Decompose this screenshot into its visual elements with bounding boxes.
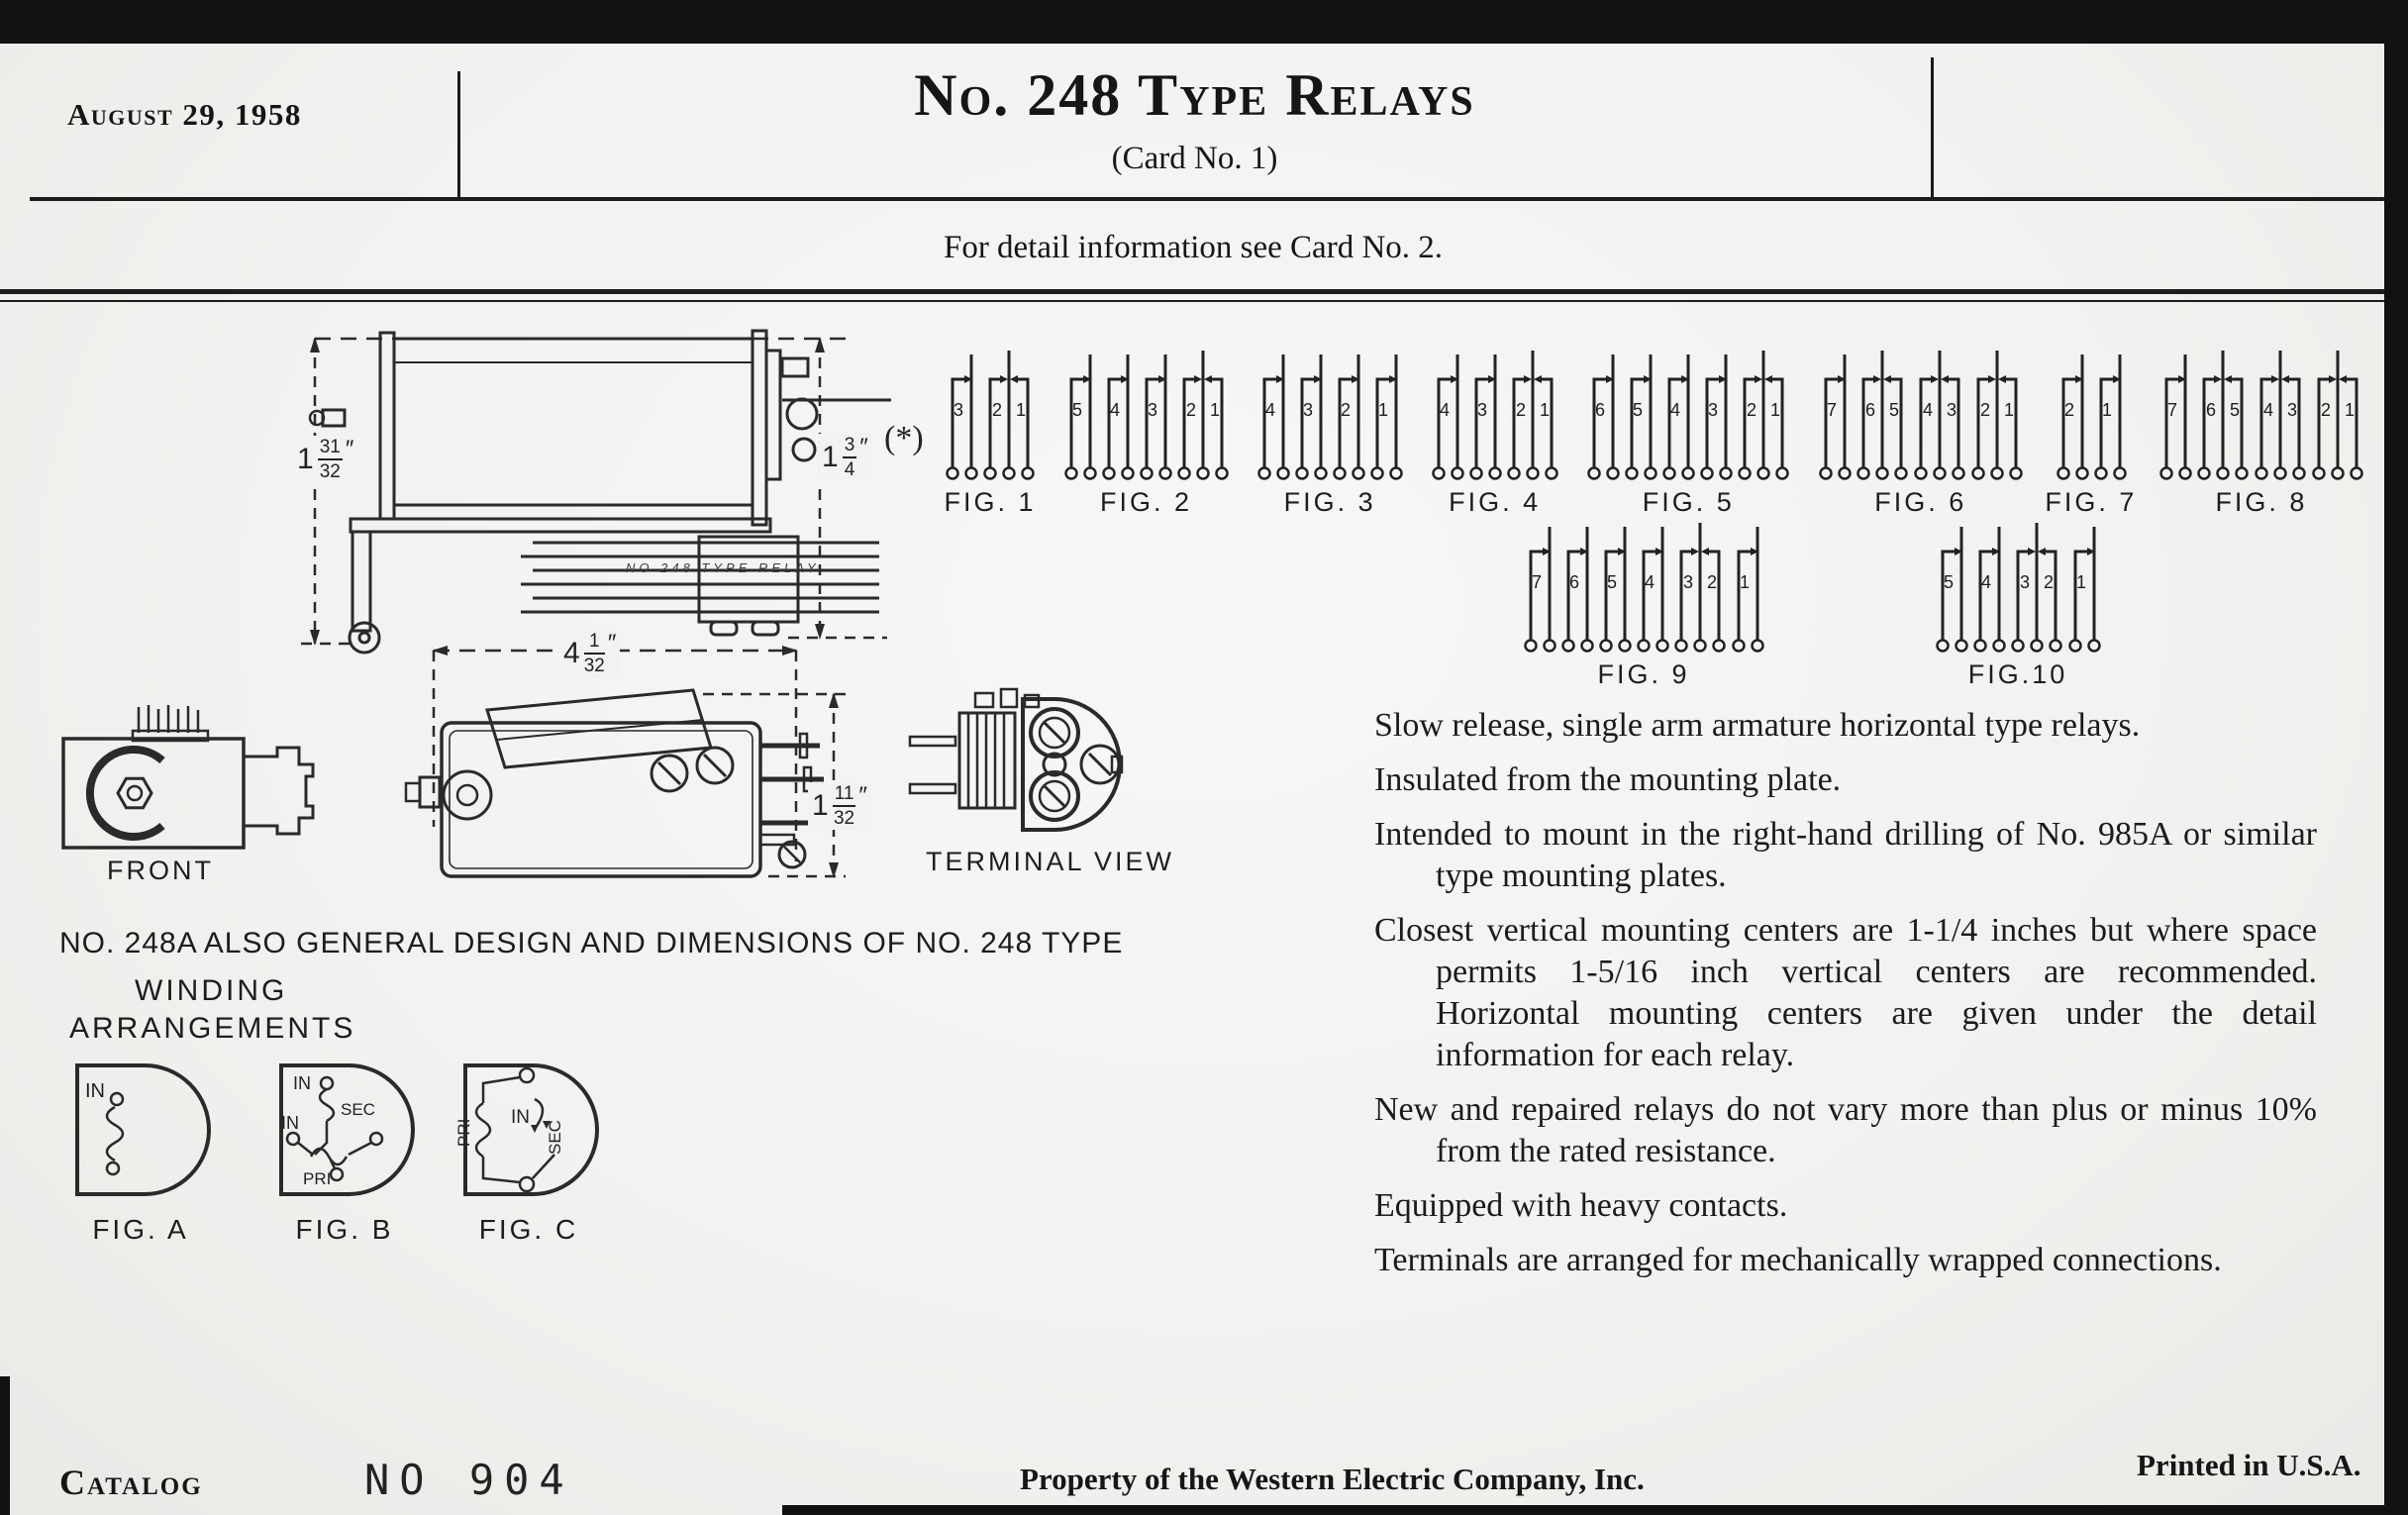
- terminal-number: 4: [1265, 400, 1276, 420]
- front-view-label: FRONT: [107, 856, 214, 885]
- dimension-top-width: 4 $\frac{1}{32}$ ″: [559, 630, 620, 677]
- terminal-number: 3: [2019, 572, 2031, 592]
- note-item: Closest vertical mounting centers are 1-1/4 inches but where space permits 1-5/16 inch vertical centers are recommended. Horizontal mounting centers are given under the detail information for each relay.: [1374, 912, 2317, 1073]
- winding-fig-a-label: FIG. A: [92, 1214, 189, 1245]
- terminal-diagram: [2153, 335, 2370, 485]
- terminal-number: 3: [1946, 400, 1956, 420]
- terminal-figure: [939, 335, 1042, 518]
- terminal-number: 2: [2320, 400, 2331, 420]
- terminal-number: 6: [1864, 400, 1875, 420]
- terminal-number: 7: [1826, 400, 1837, 420]
- terminal-number: 3: [1303, 400, 1314, 420]
- side-view-caption: NO 248 TYPE RELAY: [626, 560, 820, 575]
- terminal-diagram: [1580, 335, 1796, 485]
- winding-fig-c-label: FIG. C: [478, 1214, 579, 1245]
- terminal-number: 3: [1708, 400, 1719, 420]
- winding-fig-c: [450, 1056, 608, 1246]
- header-date: August 29, 1958: [67, 97, 302, 132]
- terminal-figure: [1425, 335, 1565, 518]
- terminal-diagram: [1251, 335, 1409, 485]
- terminal-number: 3: [1476, 400, 1487, 420]
- terminal-number: 4: [1922, 400, 1933, 420]
- design-caption: NO. 248A ALSO GENERAL DESIGN AND DIMENSIONS OF NO. 248 TYPE: [59, 927, 1124, 960]
- terminal-number: 2: [991, 400, 1003, 420]
- figure-label: FIG. 1: [944, 487, 1037, 517]
- winding-b-sec-label: SEC: [341, 1100, 375, 1119]
- terminal-number: 1: [2075, 572, 2087, 592]
- terminal-number: 1: [1378, 400, 1389, 420]
- terminal-number: 4: [1109, 400, 1120, 420]
- scan-edge-right: [2384, 40, 2408, 1515]
- figure-label: FIG. 6: [1874, 487, 1967, 517]
- scan-edge-top: [0, 0, 2408, 44]
- terminal-number: 1: [1739, 572, 1751, 592]
- winding-a-in-label: IN: [85, 1080, 105, 1102]
- terminal-figure: [1580, 335, 1796, 518]
- figure-label: FIG. 3: [1283, 487, 1376, 517]
- terminal-number: 5: [1943, 572, 1955, 592]
- winding-fig-a-drawing: [61, 1056, 220, 1204]
- dimension-side-height-left: 1 $\frac{31}{32}$ ″: [293, 436, 357, 483]
- terminal-figure: [2153, 335, 2370, 518]
- winding-c-sec-label: SEC: [546, 1120, 564, 1155]
- terminal-diagram: [1517, 507, 1770, 657]
- note-item: Terminals are arranged for mechanically wrapped connections.: [1374, 1242, 2222, 1278]
- figure-label: FIG. 2: [1100, 487, 1193, 517]
- card-number: (Card No. 1): [1111, 141, 1278, 176]
- terminal-number: 6: [1595, 400, 1606, 420]
- note-item: Intended to mount in the right-hand drilling of No. 985A or similar type mounting plates.: [1374, 816, 2317, 894]
- terminal-diagram: [2050, 335, 2133, 485]
- terminal-number: 5: [1633, 400, 1644, 420]
- terminal-number: 1: [1209, 400, 1220, 420]
- terminal-number: 2: [1185, 400, 1196, 420]
- relay-front-view-drawing: [51, 703, 345, 854]
- winding-heading-line1: WINDING: [135, 974, 288, 1007]
- terminal-figure: [1251, 335, 1409, 518]
- terminal-number: 5: [1071, 400, 1082, 420]
- terminal-number: 2: [2043, 572, 2055, 592]
- header-rule: [30, 197, 2384, 201]
- winding-heading-line2: ARRANGEMENTS: [69, 1012, 356, 1045]
- terminal-number: 6: [2205, 400, 2216, 420]
- terminal-number: 2: [1515, 400, 1526, 420]
- terminal-number: 2: [1706, 572, 1718, 592]
- winding-b-in-top-label: IN: [293, 1073, 311, 1093]
- terminal-number: 1: [1539, 400, 1550, 420]
- terminal-number: 2: [1747, 400, 1757, 420]
- terminal-figure: [1057, 335, 1236, 518]
- note-item: Equipped with heavy contacts.: [1374, 1187, 1788, 1224]
- page-title: No. 248 Type Relays: [914, 62, 1475, 128]
- terminal-number: 4: [1439, 400, 1450, 420]
- terminal-number: 1: [2344, 400, 2355, 420]
- notes-list: [1374, 705, 2317, 1294]
- subtitle-rule-thin: [0, 300, 2384, 302]
- winding-b-in-left-label: IN: [281, 1113, 299, 1133]
- footer-printed-notice: Printed in U.S.A.: [2137, 1448, 2361, 1482]
- scan-edge-bottom: [782, 1505, 2408, 1515]
- dimension-footnote-star: (*): [884, 420, 924, 456]
- note-item: Insulated from the mounting plate.: [1374, 761, 1842, 798]
- figure-label: FIG. 8: [2215, 487, 2308, 517]
- terminal-diagram: [1929, 507, 2107, 657]
- winding-fig-b-label: FIG. B: [295, 1214, 394, 1245]
- terminal-view-label: TERMINAL VIEW: [926, 847, 1175, 876]
- figure-label: FIG.10: [1967, 659, 2068, 689]
- terminal-number: 5: [2229, 400, 2240, 420]
- winding-fig-b: [265, 1056, 424, 1246]
- winding-fig-a: [61, 1056, 220, 1246]
- terminal-figure: [2045, 335, 2137, 518]
- terminal-figures-row-1: [939, 335, 2370, 518]
- winding-c-in-label: IN: [511, 1107, 530, 1128]
- winding-b-pri-label: PRI: [303, 1169, 332, 1188]
- terminal-number: 3: [2286, 400, 2297, 420]
- footer-property-notice: Property of the Western Electric Company, Inc.: [1020, 1462, 1645, 1496]
- winding-fig-c-drawing: [450, 1056, 608, 1204]
- footer-catalog-number: NO 904: [364, 1456, 574, 1504]
- terminal-number: 1: [2003, 400, 2014, 420]
- relay-side-view-drawing: [295, 323, 895, 661]
- note-item: Slow release, single arm armature horizontal type relays.: [1374, 707, 2141, 744]
- figure-label: FIG. 9: [1597, 659, 1690, 689]
- terminal-number: 4: [1670, 400, 1681, 420]
- terminal-number: 2: [1341, 400, 1352, 420]
- terminal-figure: [1517, 507, 1770, 690]
- terminal-number: 6: [1568, 572, 1580, 592]
- dimension-side-height-right: 1 $\frac{3}{4}$ ″: [818, 434, 872, 481]
- figure-label: FIG. 5: [1642, 487, 1735, 517]
- terminal-figures-row-2: [1517, 507, 2107, 690]
- terminal-number: 1: [2101, 400, 2112, 420]
- winding-c-pri-label: PRI: [454, 1118, 473, 1147]
- header-divider-right: [1931, 57, 1934, 200]
- footer-catalog-label: Catalog: [59, 1463, 203, 1502]
- terminal-number: 4: [2262, 400, 2273, 420]
- terminal-number: 4: [1644, 572, 1656, 592]
- terminal-diagram: [1057, 335, 1236, 485]
- scan-edge-left: [0, 1376, 10, 1515]
- terminal-diagram: [939, 335, 1042, 485]
- dimension-top-height: 1 $\frac{11}{32}$ ″: [808, 782, 871, 830]
- terminal-number: 7: [1531, 572, 1543, 592]
- terminal-figure: [1929, 507, 2107, 690]
- terminal-number: 3: [1147, 400, 1157, 420]
- subtitle-rule-thick: [0, 289, 2384, 294]
- terminal-number: 5: [1606, 572, 1618, 592]
- terminal-number: 7: [2166, 400, 2177, 420]
- figure-label: FIG. 4: [1449, 487, 1542, 517]
- terminal-number: 1: [1015, 400, 1027, 420]
- terminal-diagram: [1812, 335, 2030, 485]
- winding-fig-b-drawing: [265, 1056, 424, 1204]
- terminal-number: 2: [2063, 400, 2074, 420]
- terminal-number: 3: [953, 400, 964, 420]
- terminal-number: 1: [1770, 400, 1781, 420]
- terminal-number: 5: [1888, 400, 1899, 420]
- note-item: New and repaired relays do not vary more than plus or minus 10% from the rated resistance.: [1374, 1091, 2317, 1169]
- figure-label: FIG. 7: [2045, 487, 2138, 517]
- terminal-number: 2: [1979, 400, 1990, 420]
- relay-terminal-view-drawing: [906, 685, 1183, 844]
- subtitle: For detail information see Card No. 2.: [943, 230, 1444, 265]
- terminal-diagram: [1425, 335, 1565, 485]
- terminal-figure: [1812, 335, 2030, 518]
- terminal-number: 4: [1980, 572, 1992, 592]
- terminal-number: 3: [1682, 572, 1694, 592]
